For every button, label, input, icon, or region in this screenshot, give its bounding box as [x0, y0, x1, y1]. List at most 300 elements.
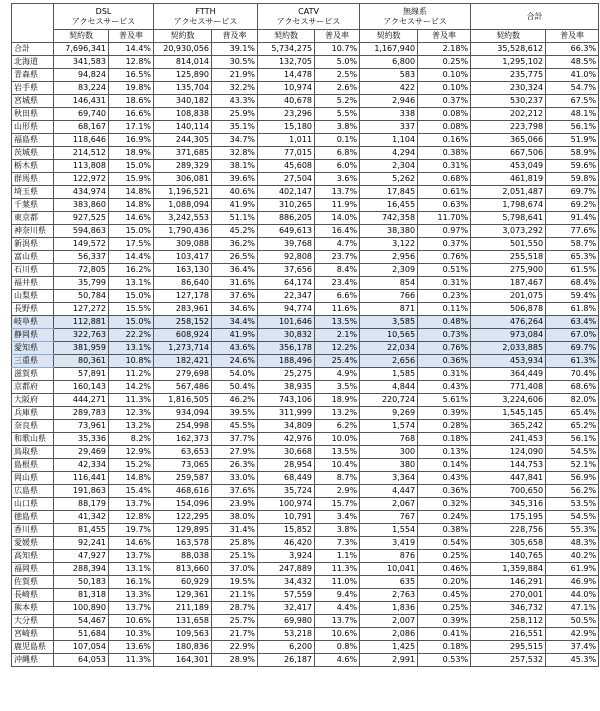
wireless-contracts-cell: 2,067 [360, 498, 418, 511]
table-row [12, 472, 599, 485]
dsl-header [54, 4, 154, 30]
table-body [12, 43, 599, 667]
catv-rate-cell: 10.7% [315, 43, 360, 56]
catv-contracts-cell: 10,974 [258, 82, 315, 95]
total-rate-cell: 68.6% [546, 381, 599, 394]
ftth-contracts-cell: 934,094 [154, 407, 212, 420]
table-row [12, 615, 599, 628]
ftth-contracts-cell: 211,189 [154, 602, 212, 615]
catv-rate-cell: 3.6% [315, 173, 360, 186]
dsl-rate-header: 普及率 [109, 30, 154, 43]
dsl-contracts-cell: 88,179 [54, 498, 109, 511]
prefecture-name-cell: 秋田県 [12, 108, 54, 121]
ftth-contracts-cell: 813,660 [154, 563, 212, 576]
ftth-contracts-cell: 258,152 [154, 316, 212, 329]
catv-rate-cell: 0.1% [315, 134, 360, 147]
catv-rate-cell: 25.4% [315, 355, 360, 368]
ftth-contracts-cell: 20,930,056 [154, 43, 212, 56]
dsl-rate-cell: 19.8% [109, 82, 154, 95]
prefecture-name-cell: 合計 [12, 43, 54, 56]
catv-rate-cell: 2.6% [315, 82, 360, 95]
dsl-contracts-cell: 56,337 [54, 251, 109, 264]
wireless-rate-cell: 0.37% [418, 95, 471, 108]
wireless-contracts-cell: 3,585 [360, 316, 418, 329]
dsl-rate-cell: 14.8% [109, 186, 154, 199]
dsl-rate-cell: 15.0% [109, 290, 154, 303]
ftth-rate-cell: 38.1% [212, 160, 258, 173]
total-rate-cell: 59.8% [546, 173, 599, 186]
prefecture-name-cell: 奈良県 [12, 420, 54, 433]
table-row [12, 225, 599, 238]
catv-rate-cell: 14.0% [315, 212, 360, 225]
catv-contracts-cell: 15,852 [258, 524, 315, 537]
prefecture-name-cell: 鳥取県 [12, 446, 54, 459]
catv-contracts-cell: 46,420 [258, 537, 315, 550]
total-contracts-cell: 230,324 [471, 82, 546, 95]
total-rate-cell: 47.1% [546, 602, 599, 615]
prefecture-name-cell: 岡山県 [12, 472, 54, 485]
ftth-contracts-cell: 163,578 [154, 537, 212, 550]
wireless-rate-cell: 0.54% [418, 537, 471, 550]
total-contracts-cell: 228,756 [471, 524, 546, 537]
total-contracts-cell: 530,237 [471, 95, 546, 108]
ftth-rate-cell: 25.8% [212, 537, 258, 550]
catv-contracts-cell: 188,496 [258, 355, 315, 368]
ftth-rate-cell: 38.0% [212, 511, 258, 524]
total-contracts-cell: 364,449 [471, 368, 546, 381]
ftth-rate-cell: 43.6% [212, 342, 258, 355]
ftth-rate-cell: 26.3% [212, 459, 258, 472]
catv-contracts-cell: 132,705 [258, 56, 315, 69]
table-row [12, 498, 599, 511]
prefecture-name-cell: 群馬県 [12, 173, 54, 186]
ftth-rate-cell: 25.1% [212, 550, 258, 563]
catv-rate-cell: 4.6% [315, 654, 360, 667]
total-contracts-cell: 2,033,885 [471, 342, 546, 355]
table-row [12, 82, 599, 95]
total-contracts-cell: 3,224,606 [471, 394, 546, 407]
dsl-contracts-cell: 42,334 [54, 459, 109, 472]
table-row [12, 186, 599, 199]
wireless-rate-cell: 0.39% [418, 615, 471, 628]
total-contracts-cell: 201,075 [471, 290, 546, 303]
wireless-contracts-cell: 3,419 [360, 537, 418, 550]
total-rate-cell: 54.5% [546, 511, 599, 524]
prefecture-name-cell: 東京都 [12, 212, 54, 225]
ftth-contracts-cell: 127,178 [154, 290, 212, 303]
ftth-contracts-cell: 306,081 [154, 173, 212, 186]
prefecture-name-cell: 山形県 [12, 121, 54, 134]
ftth-contracts-cell: 86,640 [154, 277, 212, 290]
prefecture-name-cell: 福岡県 [12, 563, 54, 576]
ftth-rate-cell: 33.0% [212, 472, 258, 485]
dsl-rate-cell: 12.3% [109, 407, 154, 420]
dsl-contracts-cell: 92,241 [54, 537, 109, 550]
dsl-contracts-cell: 29,469 [54, 446, 109, 459]
prefecture-name-cell: 香川県 [12, 524, 54, 537]
dsl-rate-cell: 13.2% [109, 420, 154, 433]
catv-rate-cell: 3.4% [315, 511, 360, 524]
catv-contracts-cell: 1,011 [258, 134, 315, 147]
total-contracts-cell: 365,066 [471, 134, 546, 147]
wireless-contracts-cell: 300 [360, 446, 418, 459]
total-rate-cell: 61.9% [546, 563, 599, 576]
table-row [12, 563, 599, 576]
prefecture-name-cell: 静岡県 [12, 329, 54, 342]
prefecture-name-cell: 茨城県 [12, 147, 54, 160]
catv-contracts-cell: 27,504 [258, 173, 315, 186]
catv-title: CATV [298, 7, 319, 16]
total-contracts-cell: 216,551 [471, 628, 546, 641]
wireless-rate-cell: 2.18% [418, 43, 471, 56]
catv-contracts-cell: 30,832 [258, 329, 315, 342]
catv-contracts-cell: 247,889 [258, 563, 315, 576]
total-contracts-cell: 295,515 [471, 641, 546, 654]
prefecture-name-cell: 高知県 [12, 550, 54, 563]
prefecture-name-cell: 富山県 [12, 251, 54, 264]
total-contracts-cell: 346,732 [471, 602, 546, 615]
wireless-rate-cell: 0.10% [418, 82, 471, 95]
ftth-rate-cell: 39.5% [212, 407, 258, 420]
wireless-rate-cell: 0.31% [418, 160, 471, 173]
wireless-rate-cell: 11.70% [418, 212, 471, 225]
catv-rate-cell: 13.7% [315, 615, 360, 628]
dsl-rate-cell: 17.5% [109, 238, 154, 251]
total-contracts-cell: 5,798,641 [471, 212, 546, 225]
table-row [12, 446, 599, 459]
table-row [12, 147, 599, 160]
ftth-rate-cell: 21.1% [212, 589, 258, 602]
catv-rate-cell: 10.4% [315, 459, 360, 472]
total-contracts-cell: 187,467 [471, 277, 546, 290]
dsl-contracts-cell: 289,783 [54, 407, 109, 420]
table-row [12, 355, 599, 368]
prefecture-name-cell: 青森県 [12, 69, 54, 82]
ftth-rate-cell: 31.4% [212, 524, 258, 537]
ftth-rate-cell: 21.9% [212, 69, 258, 82]
dsl-rate-cell: 19.7% [109, 524, 154, 537]
dsl-rate-cell: 15.0% [109, 225, 154, 238]
dsl-contracts-cell: 160,143 [54, 381, 109, 394]
catv-contracts-cell: 3,924 [258, 550, 315, 563]
total-rate-cell: 44.0% [546, 589, 599, 602]
total-rate-cell: 82.0% [546, 394, 599, 407]
dsl-subtitle: アクセスサービス [71, 17, 136, 26]
table-row [12, 654, 599, 667]
ftth-rate-cell: 30.5% [212, 56, 258, 69]
table-row [12, 537, 599, 550]
catv-rate-cell: 4.9% [315, 368, 360, 381]
wireless-rate-cell: 0.76% [418, 251, 471, 264]
wireless-rate-cell: 0.08% [418, 108, 471, 121]
table-row [12, 407, 599, 420]
wireless-rate-cell: 0.25% [418, 56, 471, 69]
total-contracts-cell: 501,550 [471, 238, 546, 251]
table-row [12, 303, 599, 316]
ftth-rate-cell: 25.9% [212, 108, 258, 121]
total-contracts-cell: 771,408 [471, 381, 546, 394]
total-rate-cell: 68.4% [546, 277, 599, 290]
dsl-contracts-cell: 35,336 [54, 433, 109, 446]
ftth-contracts-cell: 73,065 [154, 459, 212, 472]
catv-contracts-cell: 28,954 [258, 459, 315, 472]
wireless-contracts-cell: 338 [360, 108, 418, 121]
wireless-rate-cell: 0.73% [418, 329, 471, 342]
dsl-rate-cell: 14.8% [109, 472, 154, 485]
catv-rate-cell: 13.2% [315, 407, 360, 420]
table-row [12, 160, 599, 173]
catv-rate-header: 普及率 [315, 30, 360, 43]
catv-contracts-cell: 42,976 [258, 433, 315, 446]
broadband-table-container [11, 3, 598, 667]
total-contracts-cell: 270,001 [471, 589, 546, 602]
ftth-rate-header: 普及率 [212, 30, 258, 43]
ftth-contracts-cell: 340,182 [154, 95, 212, 108]
prefecture-name-cell: 岩手県 [12, 82, 54, 95]
total-rate-cell: 61.8% [546, 303, 599, 316]
prefecture-name-cell: 山口県 [12, 498, 54, 511]
table-row [12, 628, 599, 641]
wireless-contracts-cell: 16,455 [360, 199, 418, 212]
catv-rate-cell: 1.1% [315, 550, 360, 563]
wireless-rate-cell: 0.36% [418, 355, 471, 368]
wireless-contracts-cell: 6,800 [360, 56, 418, 69]
total-contracts-cell: 973,084 [471, 329, 546, 342]
dsl-contracts-cell: 594,863 [54, 225, 109, 238]
ftth-contracts-cell: 129,895 [154, 524, 212, 537]
catv-rate-cell: 3.8% [315, 121, 360, 134]
sub-header-row [12, 30, 599, 43]
catv-contracts-cell: 77,015 [258, 147, 315, 160]
dsl-contracts-cell: 127,272 [54, 303, 109, 316]
catv-rate-cell: 2.5% [315, 69, 360, 82]
wireless-rate-cell: 0.36% [418, 485, 471, 498]
catv-contracts-cell: 22,347 [258, 290, 315, 303]
dsl-contracts-cell: 7,696,341 [54, 43, 109, 56]
ftth-rate-cell: 26.5% [212, 251, 258, 264]
wireless-contracts-cell: 422 [360, 82, 418, 95]
wireless-contracts-cell: 2,304 [360, 160, 418, 173]
catv-rate-cell: 16.4% [315, 225, 360, 238]
wireless-contracts-cell: 10,041 [360, 563, 418, 576]
total-title: 合計 [526, 12, 543, 21]
prefecture-name-cell: 沖縄県 [12, 654, 54, 667]
catv-rate-cell: 5.5% [315, 108, 360, 121]
catv-rate-cell: 0.8% [315, 641, 360, 654]
prefecture-name-cell: 滋賀県 [12, 368, 54, 381]
dsl-contracts-cell: 81,455 [54, 524, 109, 537]
total-contracts-cell: 258,112 [471, 615, 546, 628]
table-row [12, 550, 599, 563]
total-rate-cell: 63.4% [546, 316, 599, 329]
dsl-rate-cell: 11.2% [109, 368, 154, 381]
dsl-rate-cell: 13.7% [109, 550, 154, 563]
catv-contracts-cell: 310,265 [258, 199, 315, 212]
wireless-rate-cell: 0.38% [418, 147, 471, 160]
dsl-contracts-header: 契約数 [54, 30, 109, 43]
wireless-contracts-cell: 871 [360, 303, 418, 316]
ftth-rate-cell: 41.9% [212, 199, 258, 212]
ftth-rate-cell: 25.7% [212, 615, 258, 628]
dsl-rate-cell: 13.6% [109, 641, 154, 654]
wireless-rate-cell: 0.31% [418, 368, 471, 381]
ftth-rate-cell: 36.2% [212, 238, 258, 251]
ftth-contracts-cell: 283,961 [154, 303, 212, 316]
dsl-contracts-cell: 113,808 [54, 160, 109, 173]
dsl-rate-cell: 15.9% [109, 173, 154, 186]
ftth-rate-cell: 34.7% [212, 134, 258, 147]
dsl-contracts-cell: 68,167 [54, 121, 109, 134]
wireless-contracts-cell: 1,836 [360, 602, 418, 615]
ftth-rate-cell: 22.9% [212, 641, 258, 654]
total-contracts-cell: 1,295,102 [471, 56, 546, 69]
wireless-contracts-cell: 10,565 [360, 329, 418, 342]
dsl-rate-cell: 14.4% [109, 43, 154, 56]
catv-rate-cell: 11.6% [315, 303, 360, 316]
wireless-rate-cell: 0.24% [418, 511, 471, 524]
total-rate-cell: 48.3% [546, 537, 599, 550]
wireless-rate-cell: 0.45% [418, 589, 471, 602]
total-contracts-cell: 241,453 [471, 433, 546, 446]
dsl-contracts-cell: 383,860 [54, 199, 109, 212]
dsl-contracts-cell: 112,881 [54, 316, 109, 329]
wireless-rate-cell: 0.48% [418, 316, 471, 329]
wireless-rate-cell: 0.43% [418, 472, 471, 485]
dsl-contracts-cell: 107,054 [54, 641, 109, 654]
prefecture-name-cell: 石川県 [12, 264, 54, 277]
wireless-contracts-cell: 583 [360, 69, 418, 82]
table-row [12, 576, 599, 589]
wireless-contracts-cell: 2,656 [360, 355, 418, 368]
wireless-rate-cell: 0.46% [418, 563, 471, 576]
ftth-contracts-cell: 1,790,436 [154, 225, 212, 238]
wireless-contracts-cell: 2,086 [360, 628, 418, 641]
ftth-contracts-cell: 88,038 [154, 550, 212, 563]
dsl-contracts-cell: 50,183 [54, 576, 109, 589]
wireless-rate-cell: 0.20% [418, 576, 471, 589]
wireless-contracts-cell: 1,554 [360, 524, 418, 537]
total-contracts-cell: 345,316 [471, 498, 546, 511]
wireless-contracts-cell: 2,946 [360, 95, 418, 108]
wireless-rate-cell: 0.37% [418, 238, 471, 251]
dsl-rate-cell: 22.2% [109, 329, 154, 342]
total-contracts-cell: 1,359,884 [471, 563, 546, 576]
total-contracts-cell: 3,073,292 [471, 225, 546, 238]
ftth-contracts-cell: 129,361 [154, 589, 212, 602]
catv-contracts-cell: 5,734,275 [258, 43, 315, 56]
catv-contracts-cell: 94,774 [258, 303, 315, 316]
wireless-rate-cell: 0.23% [418, 290, 471, 303]
dsl-contracts-cell: 47,927 [54, 550, 109, 563]
dsl-contracts-cell: 50,784 [54, 290, 109, 303]
wireless-rate-cell: 0.39% [418, 407, 471, 420]
dsl-rate-cell: 18.6% [109, 95, 154, 108]
ftth-rate-cell: 54.0% [212, 368, 258, 381]
catv-rate-cell: 2.1% [315, 329, 360, 342]
ftth-rate-cell: 35.1% [212, 121, 258, 134]
wireless-contracts-cell: 337 [360, 121, 418, 134]
table-row [12, 433, 599, 446]
wireless-rate-cell: 0.28% [418, 420, 471, 433]
total-contracts-cell: 447,841 [471, 472, 546, 485]
dsl-rate-cell: 11.3% [109, 394, 154, 407]
prefecture-name-cell: 宮崎県 [12, 628, 54, 641]
catv-contracts-cell: 311,999 [258, 407, 315, 420]
catv-rate-cell: 6.2% [315, 420, 360, 433]
dsl-rate-cell: 15.2% [109, 459, 154, 472]
catv-rate-cell: 8.7% [315, 472, 360, 485]
total-contracts-cell: 453,049 [471, 160, 546, 173]
wireless-contracts-cell: 1,425 [360, 641, 418, 654]
total-contracts-cell: 235,775 [471, 69, 546, 82]
prefecture-name-cell: 岐阜県 [12, 316, 54, 329]
wireless-rate-cell: 0.76% [418, 342, 471, 355]
dsl-contracts-cell: 73,961 [54, 420, 109, 433]
wireless-rate-cell: 5.61% [418, 394, 471, 407]
catv-contracts-cell: 10,791 [258, 511, 315, 524]
ftth-rate-cell: 37.6% [212, 485, 258, 498]
catv-rate-cell: 13.5% [315, 446, 360, 459]
prefecture-name-cell: 京都府 [12, 381, 54, 394]
wireless-contracts-cell: 3,122 [360, 238, 418, 251]
group-header-row [12, 4, 599, 30]
wireless-subtitle: アクセスサービス [383, 17, 447, 26]
prefecture-name-cell: 広島県 [12, 485, 54, 498]
ftth-rate-cell: 23.9% [212, 498, 258, 511]
dsl-title: DSL [95, 7, 112, 16]
catv-rate-cell: 3.5% [315, 381, 360, 394]
ftth-contracts-cell: 103,417 [154, 251, 212, 264]
dsl-rate-cell: 13.7% [109, 498, 154, 511]
table-row [12, 420, 599, 433]
dsl-contracts-cell: 322,763 [54, 329, 109, 342]
total-rate-cell: 52.1% [546, 459, 599, 472]
wireless-rate-cell: 0.51% [418, 264, 471, 277]
ftth-rate-cell: 28.7% [212, 602, 258, 615]
wireless-rate-cell: 0.11% [418, 303, 471, 316]
wireless-contracts-cell: 4,294 [360, 147, 418, 160]
wireless-contracts-cell: 220,724 [360, 394, 418, 407]
total-contracts-cell: 35,528,612 [471, 43, 546, 56]
ftth-rate-cell: 28.9% [212, 654, 258, 667]
total-rate-cell: 56.9% [546, 472, 599, 485]
catv-contracts-cell: 25,275 [258, 368, 315, 381]
catv-rate-cell: 13.7% [315, 186, 360, 199]
wireless-contracts-cell: 1,167,940 [360, 43, 418, 56]
total-rate-cell: 51.9% [546, 134, 599, 147]
total-contracts-cell: 700,650 [471, 485, 546, 498]
table-row [12, 173, 599, 186]
ftth-rate-cell: 21.7% [212, 628, 258, 641]
table-row [12, 290, 599, 303]
prefecture-name-cell: 大阪府 [12, 394, 54, 407]
ftth-rate-cell: 27.9% [212, 446, 258, 459]
wireless-contracts-cell: 4,447 [360, 485, 418, 498]
ftth-rate-cell: 43.3% [212, 95, 258, 108]
total-rate-cell: 61.5% [546, 264, 599, 277]
prefecture-name-cell: 埼玉県 [12, 186, 54, 199]
wireless-contracts-cell: 854 [360, 277, 418, 290]
dsl-rate-cell: 13.3% [109, 589, 154, 602]
dsl-rate-cell: 12.8% [109, 511, 154, 524]
wireless-rate-cell: 0.18% [418, 433, 471, 446]
dsl-contracts-cell: 100,890 [54, 602, 109, 615]
catv-rate-cell: 8.4% [315, 264, 360, 277]
ftth-rate-cell: 45.2% [212, 225, 258, 238]
wireless-contracts-cell: 2,991 [360, 654, 418, 667]
table-row [12, 589, 599, 602]
wireless-contracts-cell: 635 [360, 576, 418, 589]
